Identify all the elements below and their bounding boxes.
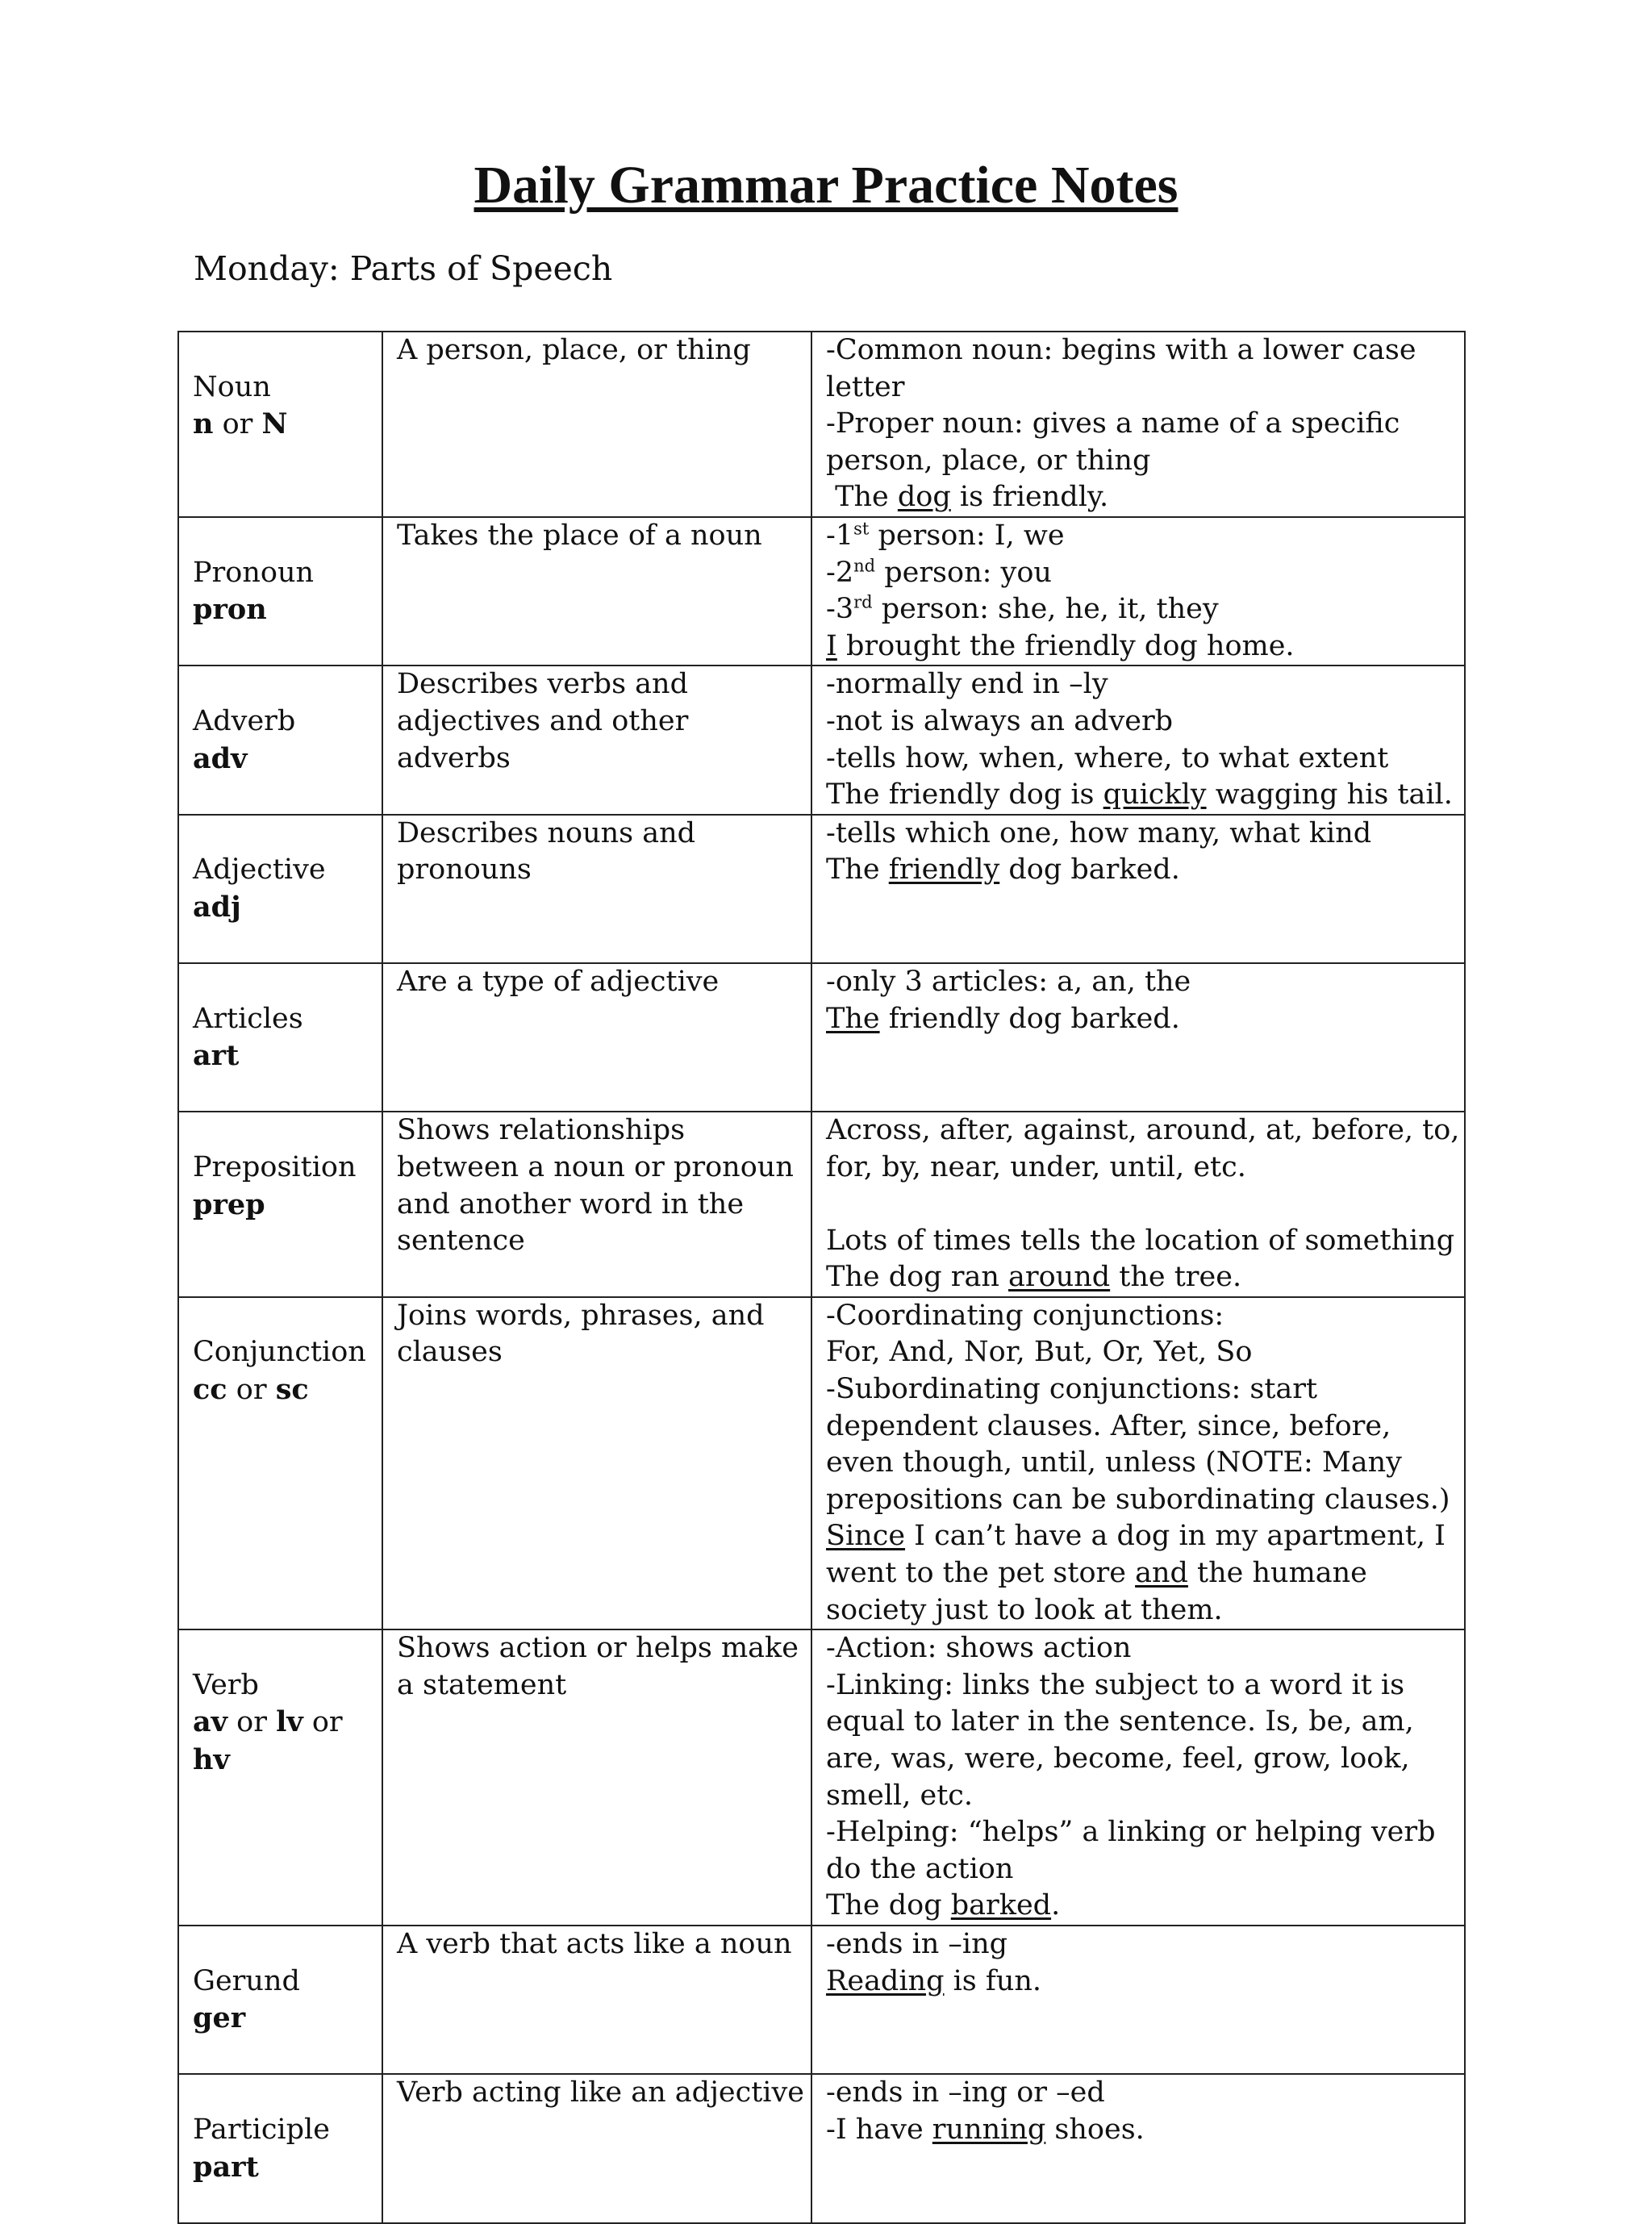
note-line: Across, after, against, around, at, before, to, for, by, near, under, until, etc. xyxy=(826,1114,1460,1184)
underlined-word: The xyxy=(826,1002,880,1035)
example-sentence: -I have running shoes. xyxy=(826,2113,1145,2146)
underlined-word: quickly xyxy=(1103,778,1207,812)
table-row-participle xyxy=(178,2074,1465,2222)
underlined-word: Reading xyxy=(826,1964,945,1997)
note-line: -tells which one, how many, what kind xyxy=(826,816,1372,849)
example-sentence: Reading is fun. xyxy=(826,1964,1042,1997)
note-line: -Action: shows action xyxy=(826,1632,1132,1665)
page-title: Daily Grammar Practice Notes xyxy=(473,156,1179,215)
term-label: Noun xyxy=(193,370,271,403)
definition-cell: A person, place, or thing xyxy=(382,332,811,517)
term-label: Articles xyxy=(193,1002,303,1035)
term-label: Preposition xyxy=(193,1151,357,1184)
notes-cell xyxy=(811,517,1465,666)
term-cell xyxy=(178,963,382,1112)
term-cell xyxy=(178,1112,382,1296)
note-line: -Coordinating conjunctions: xyxy=(826,1299,1224,1332)
note-line: -2nd person: you xyxy=(826,555,1052,589)
example-sentence: The dog barked. xyxy=(826,1889,1061,1922)
definition-cell: Describes nouns and pronouns xyxy=(382,815,811,963)
example-sentence: The friendly dog is quickly wagging his tail. xyxy=(826,778,1453,812)
notes-cell xyxy=(811,332,1465,517)
note-line: -Proper noun: gives a name of a specific person, place, or thing xyxy=(826,407,1400,477)
term-label: Verb xyxy=(193,1668,259,1701)
example-sentence: I brought the friendly dog home. xyxy=(826,629,1295,662)
term-abbreviation: n or N xyxy=(193,407,288,441)
notes-cell xyxy=(811,1297,1465,1629)
notes-cell xyxy=(811,963,1465,1112)
term-abbreviation: adj xyxy=(193,890,241,924)
note-line: -not is always an adverb xyxy=(826,704,1174,737)
example-sentence: The dog is friendly. xyxy=(826,481,1109,514)
definition-cell: Verb acting like an adjective xyxy=(382,2074,811,2222)
note-line: -ends in –ing xyxy=(826,1927,1008,1960)
notes-cell xyxy=(811,1112,1465,1296)
underlined-word: running xyxy=(932,2113,1046,2146)
note-line: -Common noun: begins with a lower case letter xyxy=(826,334,1416,403)
parts-of-speech-table xyxy=(177,331,1466,2224)
note-line: -Linking: links the subject to a word it is equal to later in the sentence. Is, be, am, are, was, were, become, feel, grow, look, smell, etc. xyxy=(826,1668,1414,1812)
term-cell xyxy=(178,517,382,666)
term-label: Participle xyxy=(193,2113,330,2146)
note-line: -normally end in –ly xyxy=(826,668,1108,701)
notes-cell xyxy=(811,666,1465,814)
section-heading: Monday: Parts of Speech xyxy=(194,249,613,288)
definition-cell: Describes verbs and adjectives and other adverbs xyxy=(382,666,811,814)
term-cell xyxy=(178,1629,382,1926)
term-abbreviation: art xyxy=(193,1039,240,1073)
term-label: Gerund xyxy=(193,1964,300,1997)
underlined-word: dog xyxy=(897,481,951,514)
example-sentence: The friendly dog barked. xyxy=(826,853,1180,887)
underlined-word: I xyxy=(826,629,837,662)
notes-cell xyxy=(811,2074,1465,2222)
table-row-pronoun xyxy=(178,517,1465,666)
term-abbreviation: part xyxy=(193,2150,259,2184)
term-label: Adjective xyxy=(193,853,326,887)
term-label: Adverb xyxy=(193,704,296,737)
term-cell xyxy=(178,1926,382,2074)
note-line: -1st person: I, we xyxy=(826,519,1065,552)
term-abbreviation: ger xyxy=(193,2001,246,2035)
underlined-word: around xyxy=(1008,1261,1111,1294)
definition-cell: Shows relationships between a noun or pronoun and another word in the sentence xyxy=(382,1112,811,1296)
term-cell xyxy=(178,332,382,517)
example-sentence: The friendly dog barked. xyxy=(826,1002,1180,1035)
table-row-articles xyxy=(178,963,1465,1112)
term-abbreviation: adv xyxy=(193,741,248,775)
definition-cell: Joins words, phrases, and clauses xyxy=(382,1297,811,1629)
term-abbreviation: pron xyxy=(193,593,267,627)
term-abbreviation: av or lv or hv xyxy=(193,1705,343,1776)
note-line: -only 3 articles: a, an, the xyxy=(826,966,1191,999)
note-line: -Helping: “helps” a linking or helping verb do the action xyxy=(826,1816,1436,1885)
term-label: Conjunction xyxy=(193,1336,366,1369)
table-row-gerund xyxy=(178,1926,1465,2074)
note-line: For, And, Nor, But, Or, Yet, So xyxy=(826,1336,1253,1369)
term-cell xyxy=(178,666,382,814)
term-abbreviation: cc or sc xyxy=(193,1373,309,1407)
note-line: Lots of times tells the location of something xyxy=(826,1224,1455,1257)
note-line: -tells how, when, where, to what extent xyxy=(826,741,1389,774)
definition-cell: A verb that acts like a noun xyxy=(382,1926,811,2074)
note-line: -3rd person: she, he, it, they xyxy=(826,592,1219,626)
notes-cell xyxy=(811,815,1465,963)
example-sentence: The dog ran around the tree. xyxy=(826,1261,1242,1294)
definition-cell: Are a type of adjective xyxy=(382,963,811,1112)
underlined-word: barked xyxy=(950,1889,1052,1922)
notes-cell xyxy=(811,1629,1465,1926)
table-row-preposition xyxy=(178,1112,1465,1296)
underlined-word: Since xyxy=(826,1520,906,1553)
definition-cell: Takes the place of a noun xyxy=(382,517,811,666)
table-row-verb xyxy=(178,1629,1465,1926)
example-sentence: Since I can’t have a dog in my apartment, I went to the pet store and the humane society just to look at them. xyxy=(826,1520,1446,1626)
term-abbreviation: prep xyxy=(193,1187,265,1221)
term-label: Pronoun xyxy=(193,556,315,589)
note-line: -Subordinating conjunctions: start dependent clauses. After, since, before, even though, until, unless (NOTE: Many prepositions can be subordinating clauses.) xyxy=(826,1373,1450,1516)
definition-cell: Shows action or helps make a statement xyxy=(382,1629,811,1926)
underlined-word: friendly xyxy=(888,853,1000,887)
term-cell xyxy=(178,2074,382,2222)
term-cell xyxy=(178,1297,382,1629)
underlined-word: and xyxy=(1135,1557,1188,1589)
table-row-adjective xyxy=(178,815,1465,963)
table-row-noun xyxy=(178,332,1465,517)
note-line: -ends in –ing or –ed xyxy=(826,2076,1105,2109)
term-cell xyxy=(178,815,382,963)
notes-cell xyxy=(811,1926,1465,2074)
table-row-conjunction xyxy=(178,1297,1465,1629)
table-row-adverb xyxy=(178,666,1465,814)
